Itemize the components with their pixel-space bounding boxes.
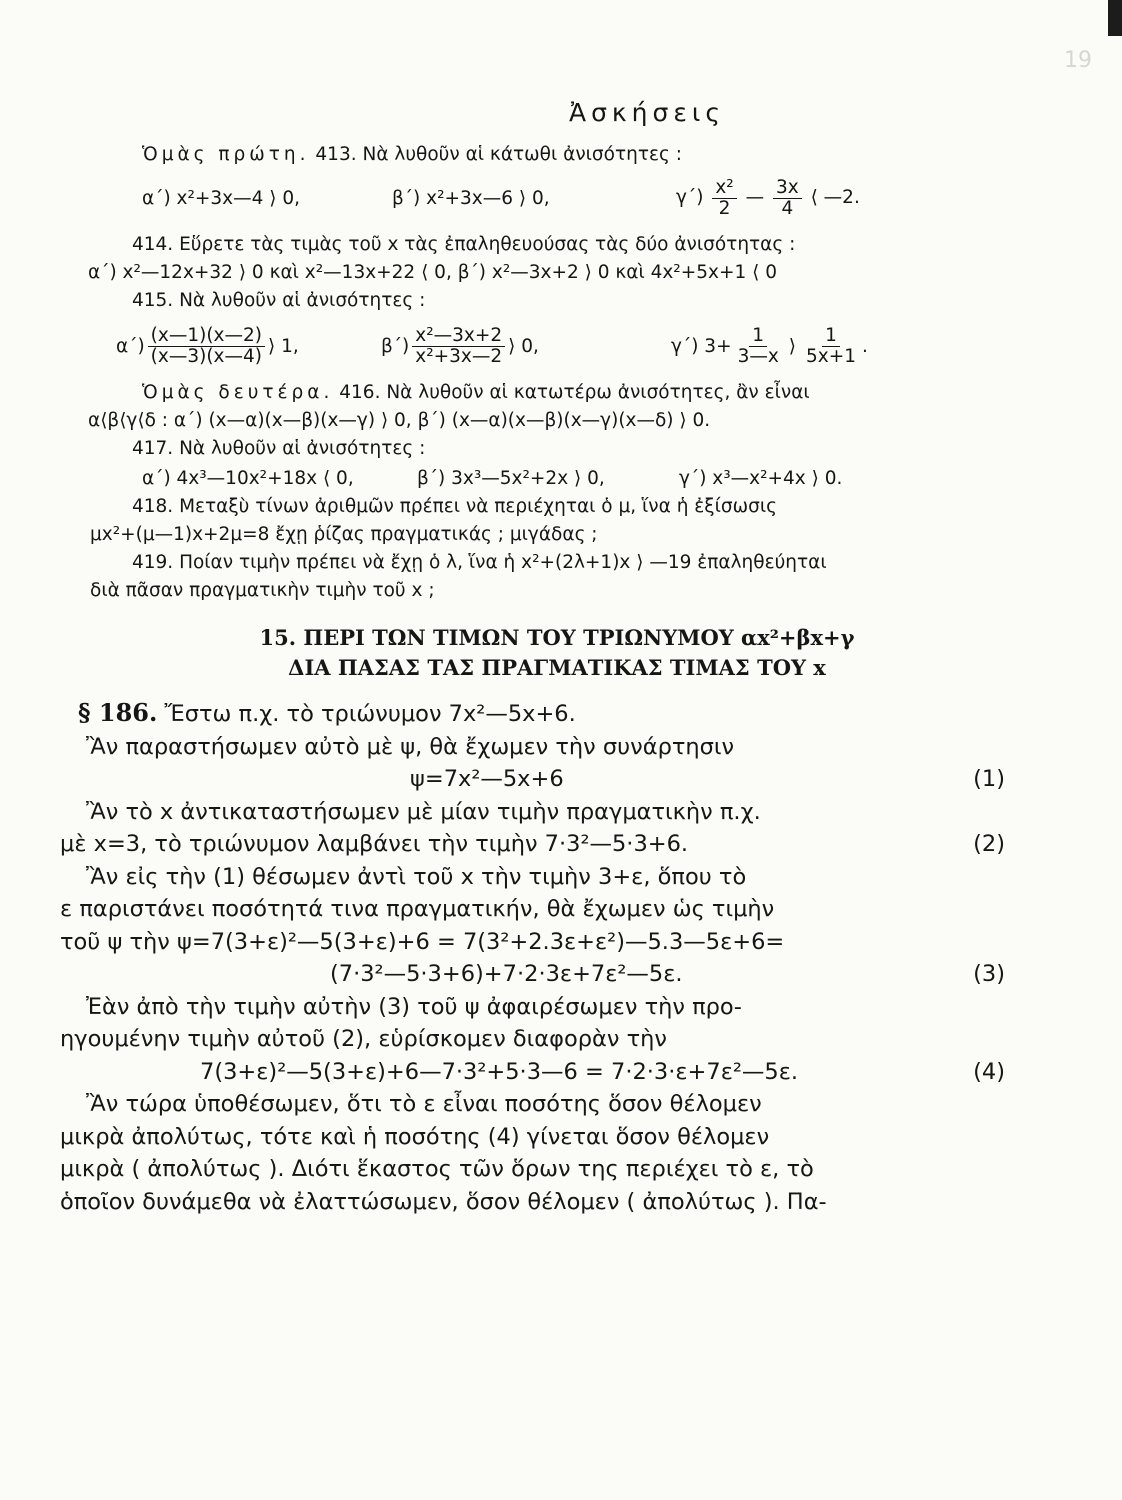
fraction: $\frac{\text{x²}}{2}$	[712, 178, 736, 218]
exercise-414: 414. Εὕρετε τὰς τιμὰς τοῦ x τὰς ἐπαληθευούσας τὰς δύο ἀνισότητας :	[132, 234, 796, 255]
exercise-413	[142, 141, 1002, 169]
section-186-line15: μικρὰ ( ἀπολύτως ). Διότι ἕκαστος τῶν ὅρων της περιέχει τὸ ε, τὸ	[60, 1156, 814, 1182]
exercise-418-cont: μx²+(μ—1)x+2μ=8 ἔχῃ ῥίζας πραγματικάς ; μιγάδας ;	[90, 524, 598, 545]
fraction: $\frac{\text{x²—3x+2}}{\text{x²+3x—2}}$	[412, 326, 505, 366]
section-186	[60, 697, 1005, 1218]
section-186-line1: § 186. Ἔστω π.χ. τὸ τριώνυμον 7x²—5x+6.	[78, 698, 576, 727]
exercise-418: 418. Μεταξὺ τίνων ἀριθμῶν πρέπει νὰ περιέχηται ὁ μ, ἵνα ἡ ἐξίσωσις	[132, 496, 777, 517]
exercise-413-text: 413. Νὰ λυθοῦν αἱ κάτωθι ἀνισότητες :	[315, 144, 682, 165]
exercise-414-items: α΄) x²—12x+32 ⟩ 0 καὶ x²—13x+22 ⟨ 0, β΄) x²—3x+2 ⟩ 0 καὶ 4x²+5x+1 ⟨ 0	[88, 262, 777, 283]
item-415-a: α΄) $\frac{(x—1)(x—2)}{(x—3)(x—4)}$ ⟩ 1,	[116, 325, 299, 367]
equation-3: (7·3²—5·3+6)+7·2·3ε+7ε²—5ε. (3)	[60, 958, 1005, 991]
chapter-title-line2: ΔΙΑ ΠΑΣΑΣ ΤΑΣ ΠΡΑΓΜΑΤΙΚΑΣ ΤΙΜΑΣ ΤΟΥ x	[288, 655, 826, 680]
fraction: $\frac{3x}{4}$	[773, 178, 802, 218]
group-first-label: Ὁμὰς πρώτη.	[142, 144, 310, 165]
exercise-417: 417. Νὰ λυθοῦν αἱ ἀνισότητες :	[132, 438, 426, 459]
item-417-b: β΄) 3x³—5x²+2x ⟩ 0,	[417, 467, 605, 489]
exercise-416-text: 416. Νὰ λυθοῦν αἱ κατωτέρω ἀνισότητες, ἂν εἶναι	[339, 382, 810, 403]
fraction: $\frac{(x—1)(x—2)}{(x—3)(x—4)}$	[148, 326, 265, 366]
section-186-line2: Ἂν παραστήσωμεν αὐτὸ μὲ ψ, θὰ ἔχωμεν τὴν συνάρτησιν	[86, 733, 735, 760]
exercise-415-items	[116, 317, 1002, 375]
chapter-title-line1: 15. ΠΕΡΙ ΤΩΝ ΤΙΜΩΝ ΤΟΥ ΤΡΙΩΝΥΜΟΥ αx²+βx+γ	[259, 625, 855, 650]
equation-tag: (3)	[973, 961, 1005, 987]
equation-4: 7(3+ε)²—5(3+ε)+6—7·3²+5·3—6 = 7·2·3·ε+7ε²—5ε. (4)	[60, 1056, 1005, 1089]
exercises-title: Ἀσκήσεις	[568, 98, 725, 127]
item-413-a: α΄) x²+3x—4 ⟩ 0,	[142, 187, 301, 209]
item-415-b: β΄) $\frac{\text{x²—3x+2}}{\text{x²+3x—2}}$ ⟩ 0,	[381, 325, 539, 367]
exercise-413-items	[142, 175, 1002, 221]
exercise-415: 415. Νὰ λυθοῦν αἱ ἀνισότητες :	[132, 290, 426, 311]
exercise-416	[142, 379, 1002, 407]
section-186-line10: Ἐὰν ἀπὸ τὴν τιμὴν αὐτὴν (3) τοῦ ψ ἀφαιρέσωμεν τὴν προ-	[86, 993, 742, 1020]
section-186-line6: Ἂν εἰς τὴν (1) θέσωμεν ἀντὶ τοῦ x τὴν τιμὴν 3+ε, ὅπου τὸ	[86, 863, 747, 890]
item-417-c: γ΄) x³—x²+4x ⟩ 0.	[679, 467, 843, 489]
exercise-419: 419. Ποίαν τιμὴν πρέπει νὰ ἔχῃ ὁ λ, ἵνα ἡ x²+(2λ+1)x ⟩ —19 ἐπαληθεύηται	[132, 552, 827, 573]
equation-tag: (1)	[973, 766, 1005, 792]
section-186-line4: Ἂν τὸ x ἀντικαταστήσωμεν μὲ μίαν τιμὴν πραγματικὴν π.χ.	[86, 798, 761, 825]
chapter-title	[112, 623, 1002, 683]
item-417-a: α΄) 4x³—10x²+18x ⟨ 0,	[142, 467, 354, 489]
item-415-c: γ΄) 3+ $\frac{1}{3—x}$ ⟩ $\frac{1}{5x+1}$ .	[671, 325, 868, 367]
section-number: § 186.	[78, 698, 158, 727]
exercise-416-items: α⟨β⟨γ⟨δ : α΄) (x—α)(x—β)(x—γ) ⟩ 0, β΄) (x—α)(x—β)(x—γ)(x—δ) ⟩ 0.	[88, 410, 711, 431]
section-186-line13: Ἂν τώρα ὑποθέσωμεν, ὅτι τὸ ε εἶναι ποσότης ὅσον θέλομεν	[86, 1091, 762, 1117]
equation-1: ψ=7x²—5x+6 (1)	[60, 763, 1005, 796]
equation-tag: (4)	[973, 1058, 1005, 1085]
page-content	[60, 98, 1005, 1218]
section-186-line14: μικρὰ ἀπολύτως, τότε καὶ ἡ ποσότης (4) γίνεται ὅσον θέλομεν	[60, 1123, 770, 1150]
item-413-b: β΄) x²+3x—6 ⟩ 0,	[392, 187, 550, 209]
page-number-bleed: 19	[1064, 48, 1092, 73]
fraction: $\frac{1}{5x+1}$	[806, 325, 857, 367]
section-186-line7: ε παριστάνει ποσότητά τινα πραγματικήν, θὰ ἔχωμεν ὡς τιμὴν	[60, 896, 775, 922]
equation-2: μὲ x=3, τὸ τριώνυμον λαμβάνει τὴν τιμὴν 7·3²—5·3+6. (2)	[60, 828, 1005, 861]
exercise-419-cont: διὰ πᾶσαν πραγματικὴν τιμὴν τοῦ x ;	[90, 580, 435, 601]
section-186-line11: ηγουμένην τιμὴν αὐτοῦ (2), εὑρίσκομεν διαφορὰν τὴν	[60, 1026, 667, 1052]
exercise-417-items	[142, 463, 1002, 493]
item-413-c: γ΄) $\frac{\text{x²}}{2}$ — $\frac{3x}{4}$ ⟨ —2.	[676, 177, 860, 219]
equation-tag: (2)	[973, 831, 1005, 857]
section-186-line8: τοῦ ψ τὴν ψ=7(3+ε)²—5(3+ε)+6 = 7(3²+2.3ε+ε²)—5.3—5ε+6=	[60, 928, 785, 955]
section-186-line16: ὁποῖον δυνάμεθα νὰ ἐλαττώσωμεν, ὅσον θέλομεν ( ἀπολύτως ). Πα-	[60, 1188, 827, 1215]
group-second-label: Ὁμὰς δευτέρα.	[142, 382, 334, 403]
fraction: $\frac{1}{3—x}$	[737, 325, 779, 367]
